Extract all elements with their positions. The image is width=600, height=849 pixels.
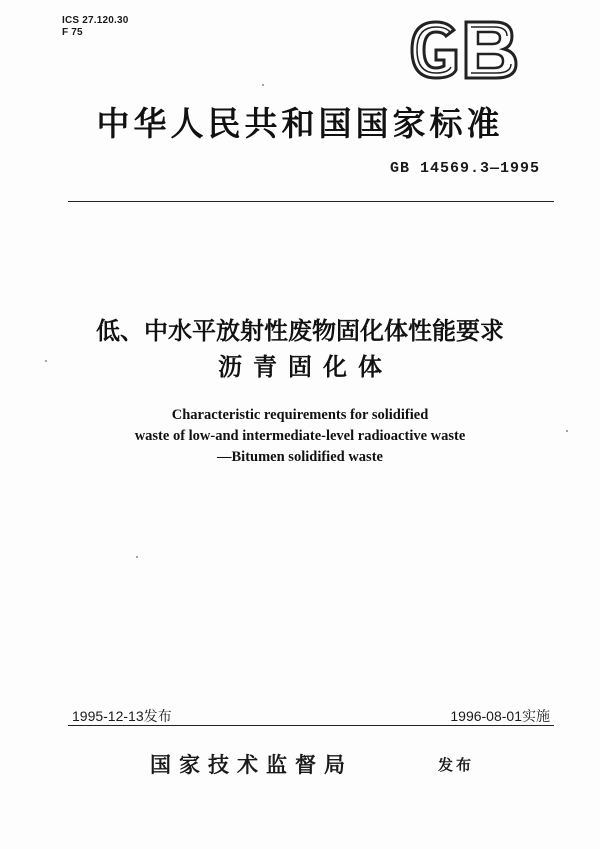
title-en-line-1: Characteristic requirements for solidified: [171, 407, 429, 423]
ics-code: ICS 27.120.30: [62, 15, 129, 26]
issuing-authority: 国家技术监督局: [150, 753, 353, 777]
title-en-line-2: waste of low-and intermediate-level radioactive waste: [134, 428, 466, 444]
scan-speck: [262, 84, 264, 86]
header-divider: [68, 201, 554, 202]
scan-speck: [566, 430, 568, 432]
ccs-code: F 75: [62, 27, 83, 38]
issue-label: 发布: [438, 756, 475, 774]
document-title-chinese: [0, 313, 600, 385]
footer-divider: [68, 725, 554, 726]
issue-date: 1995-12-13发布: [72, 708, 172, 724]
gb-logo: [408, 20, 520, 80]
scan-speck: [136, 556, 138, 558]
title-en-line-3: —Bitumen solidified waste: [217, 449, 383, 465]
national-standard-title: 中华人民共和国国家标准: [96, 104, 504, 143]
document-title-english: [0, 405, 600, 468]
implementation-date: 1996-08-01实施: [450, 708, 550, 724]
classification-codes: [62, 15, 129, 39]
title-cn-line-2: 沥青固化体: [218, 353, 393, 381]
scan-speck: [45, 360, 47, 362]
title-cn-line-1: 低、中水平放射性废物固化体性能要求: [96, 317, 504, 345]
standard-number: GB 14569.3—1995: [389, 160, 540, 177]
